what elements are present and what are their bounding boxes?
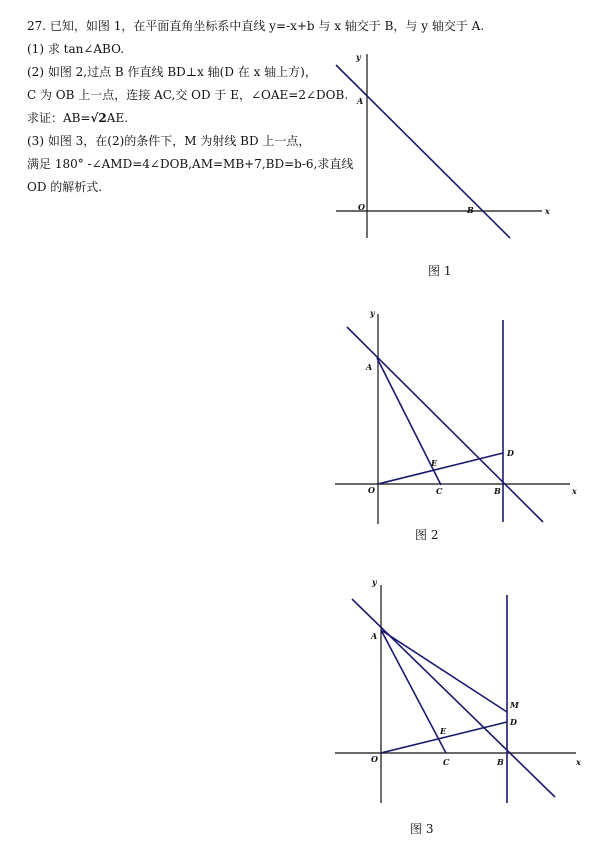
line-ac — [381, 630, 446, 753]
label-a: A — [371, 631, 378, 641]
label-b: B — [494, 486, 501, 496]
label-o: O — [358, 202, 365, 212]
line-ab — [347, 327, 543, 522]
intro-text: 已知，如图 1，在平面直角坐标系中直线 y=-x+b 与 x 轴交于 B，与 y 轴交于 A. — [49, 19, 485, 33]
problem-text — [27, 15, 485, 199]
label-o: O — [368, 485, 375, 495]
figure-2 — [330, 300, 580, 525]
problem-number: 27. — [27, 19, 47, 33]
label-x: x — [545, 206, 550, 216]
label-a: A — [357, 96, 364, 106]
label-a: A — [366, 362, 373, 372]
figure-1 — [330, 40, 560, 245]
label-d: D — [507, 448, 514, 458]
part1-text: (1) 求 tan∠ABO. — [27, 42, 125, 56]
label-c: C — [443, 757, 450, 767]
figure-1-diagram — [330, 40, 560, 245]
figure-3-diagram — [330, 575, 585, 805]
label-d: D — [510, 717, 517, 727]
line-ab — [352, 599, 555, 797]
sqrt-two: √2 — [90, 111, 107, 125]
part2-proof — [27, 107, 327, 130]
part2-line1: (2) 如图 2,过点 B 作直线 BD⊥x 轴(D 在 x 轴上方)， — [27, 65, 317, 79]
line-od — [378, 453, 503, 484]
label-e: E — [440, 726, 447, 736]
label-y: y — [356, 52, 361, 62]
figure-3 — [330, 575, 585, 805]
label-c: C — [436, 486, 443, 496]
label-x: x — [576, 757, 581, 767]
part2-line2: C 为 OB 上一点，连接 AC,交 OD 于 E，∠OAE=2∠DOB. — [27, 88, 349, 102]
label-x: x — [572, 486, 577, 496]
caption-fig1: 图 1 — [428, 264, 452, 278]
label-b: B — [467, 205, 474, 215]
label-m: M — [510, 700, 519, 710]
caption-fig2: 图 2 — [415, 528, 439, 542]
line-am — [381, 630, 507, 712]
label-e: E — [431, 458, 438, 468]
part3-line3: OD 的解析式. — [27, 180, 103, 194]
label-y: y — [372, 577, 377, 587]
caption-fig3: 图 3 — [410, 822, 434, 836]
line-ab — [336, 65, 510, 238]
figure-2-diagram — [330, 300, 580, 525]
part3-line2: 满足 180° -∠AMD=4∠DOB,AM=MB+7,BD=b-6,求直线 — [27, 157, 354, 171]
label-y: y — [370, 308, 375, 318]
label-o: O — [371, 754, 378, 764]
part3-line1: (3) 如图 3，在(2)的条件下，M 为射线 BD 上一点， — [27, 134, 311, 148]
proof-prefix: 求证：AB= — [27, 111, 91, 125]
label-b: B — [497, 757, 504, 767]
problem-intro — [27, 15, 485, 38]
proof-suffix: AE. — [106, 111, 129, 125]
